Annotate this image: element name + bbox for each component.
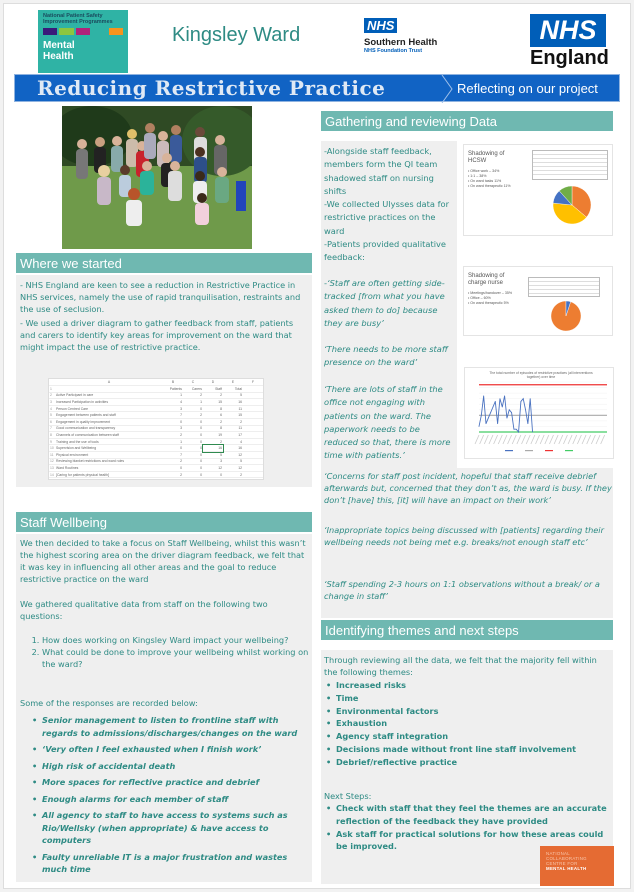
value-cell: 0 (183, 425, 203, 432)
gathering-line: -Alongside staff feedback, members form the QI team shadowed staff on nursing shifts (324, 146, 438, 196)
value-cell: 2 (163, 432, 183, 439)
nhs-england-logo (530, 14, 609, 69)
empty-cell (243, 405, 263, 412)
x-tick-label (554, 435, 558, 444)
value-cell: 0 (203, 471, 223, 478)
episodes-data-point (486, 423, 487, 424)
run-chart-svg (469, 380, 611, 458)
row-label: Physical environment (55, 452, 163, 459)
sheet-row (49, 465, 263, 472)
row-number: 13 (50, 466, 54, 471)
value-cell: 1 (163, 438, 183, 445)
legend-swatch (505, 450, 513, 451)
where-we-started-para1: - NHS England are keen to see a reduction in Restrictive Practice in NHS services, namely the use of rapid tranquilisation, restraints and the use of seclusion. (20, 280, 301, 314)
episodes-data-point (495, 401, 496, 402)
value-cell: 0 (163, 419, 183, 426)
value-cell: 2 (203, 438, 223, 445)
x-tick-label (573, 435, 577, 444)
sheet-header-row (49, 386, 263, 393)
empty-cell (243, 465, 263, 472)
row-number: 10 (50, 446, 54, 451)
row-label: Engagement in quality improvement (55, 419, 163, 426)
empty-cell (243, 445, 263, 452)
x-tick-label (526, 435, 530, 444)
empty-cell (243, 399, 263, 406)
row-label: Person Centred Care (55, 405, 163, 412)
ncc-line2: COLLABORATING (546, 856, 587, 861)
value-cell: 16 (223, 445, 243, 452)
x-tick-label (508, 435, 512, 444)
episodes-data-point (490, 412, 491, 413)
row-label: Reviewing blanket restrictions and ward rules (55, 458, 163, 465)
x-tick-label (596, 435, 600, 444)
row-label: Increased Participation in activities (55, 399, 163, 406)
sheet-row (49, 471, 263, 478)
row-label: [Caring for patients physical health] (55, 471, 163, 478)
gathering-wide-panel (321, 468, 613, 618)
ncc-mental-health-logo (540, 846, 614, 886)
gathering-quote: ‘Inappropriate topics being discussed with [patients] regarding their wellbeing needs not being met e.g. breaks/not enough staff etc’ (324, 525, 604, 547)
column-letter: E (223, 379, 243, 386)
response-item: • More spaces for reflective practice and debrief (30, 776, 310, 789)
header-cell: Patients (163, 386, 183, 393)
value-cell: 2 (203, 419, 223, 426)
themes-list (324, 679, 612, 769)
value-cell: 2 (203, 392, 223, 399)
npsip-mental-health-logo (38, 10, 128, 73)
x-tick-label (512, 435, 516, 444)
color-bar (43, 28, 57, 35)
value-cell: 7 (163, 412, 183, 419)
empty-cell (243, 392, 263, 399)
value-cell: 1 (183, 399, 203, 406)
x-tick-label (489, 435, 493, 444)
x-tick-label (498, 435, 502, 444)
responses-list (30, 714, 310, 876)
empty-cell (243, 419, 263, 426)
southern-name: Southern Health (364, 37, 438, 48)
color-bar (109, 28, 123, 35)
value-cell: 7 (163, 452, 183, 459)
poster (3, 3, 631, 889)
x-tick-label (503, 435, 507, 444)
hcsw-slide-title: Shadowing of HCSW (468, 151, 505, 164)
value-cell: 15 (203, 399, 223, 406)
npsip-line1: National Patient Safety (43, 13, 103, 19)
hcsw-bullets (468, 169, 520, 189)
legend-swatch (545, 450, 553, 451)
value-cell: 2 (163, 471, 183, 478)
x-tick-label (568, 435, 572, 444)
sheet-row (49, 412, 263, 419)
episodes-data-point (530, 398, 531, 399)
row-label: Training and the use of tools (55, 438, 163, 445)
gathering-heading: Gathering and reviewing Data (321, 111, 613, 131)
value-cell: 0 (183, 419, 203, 426)
value-cell: 5 (223, 392, 243, 399)
nurse-slide-title: Shadowing of charge nurse (468, 273, 505, 286)
hcsw-bullet: • 1:1 – 38% (468, 174, 520, 179)
episodes-data-point (520, 401, 521, 402)
value-cell: 0 (163, 465, 183, 472)
value-cell: 11 (223, 405, 243, 412)
theme-item: • Time (324, 692, 612, 705)
npsip-color-bars (43, 28, 123, 35)
wellbeing-para2: We gathered qualitative data from staff on the following two questions: (20, 599, 268, 621)
theme-item: • Environmental factors (324, 705, 612, 718)
x-tick-label (563, 435, 567, 444)
row-number: 7 (49, 425, 55, 432)
value-cell: 5 (203, 452, 223, 459)
legend-swatch (525, 450, 533, 451)
episodes-data-point (479, 426, 480, 427)
sheet-row (49, 392, 263, 399)
title-banner (14, 74, 620, 102)
row-number: 1 (49, 386, 55, 393)
wellbeing-para1: We then decided to take a focus on Staff Wellbeing, whilst this wasn’t the highest scoring area on the driver diagram feedback, we felt that it was key in influencing all other areas and the goal to reduce restrictive practice on the ward (20, 538, 306, 584)
hcsw-bullet: • On ward tasks 11% (468, 179, 520, 184)
sheet-row (49, 445, 263, 452)
team-photo (62, 106, 252, 249)
value-cell: 0 (183, 452, 203, 459)
npsip-mh-line1: Mental (43, 40, 75, 51)
empty-cell (243, 425, 263, 432)
column-letter: D (203, 379, 223, 386)
episodes-data-point (500, 398, 501, 399)
row-number: 9 (49, 438, 55, 445)
row-label: Ward Routines (55, 465, 163, 472)
value-cell: 0 (183, 458, 203, 465)
row-number: 4 (49, 405, 55, 412)
chevron-right-icon (440, 75, 454, 103)
sheet-row (49, 432, 263, 439)
x-tick-label (582, 435, 586, 444)
value-cell: 17 (223, 432, 243, 439)
header-cell: Carers (183, 386, 203, 393)
episodes-data-point (493, 407, 494, 408)
ncc-line1: NATIONAL (546, 851, 571, 856)
x-tick-label (545, 435, 549, 444)
sheet-row (49, 452, 263, 459)
value-cell: 3 (163, 425, 183, 432)
gathering-line: -Patients provided qualitative feedback: (324, 239, 447, 263)
value-cell: 19 (203, 432, 223, 439)
npsip-mh-line2: Health (43, 51, 74, 62)
staff-wellbeing-panel (16, 534, 312, 882)
episodes-data-point (481, 415, 482, 416)
value-cell: 2 (223, 419, 243, 426)
x-tick-label (517, 435, 521, 444)
row-number: 2 (49, 392, 55, 399)
theme-item: • Exhaustion (324, 717, 612, 730)
ncc-line3: CENTRE FOR (546, 861, 578, 866)
x-tick-label (601, 435, 605, 444)
x-tick-label (587, 435, 591, 444)
gathering-quote: ‘There needs to be more staff presence on the ward’ (324, 344, 448, 368)
nurse-bullet: • Meetings/handover – 35% (468, 291, 520, 296)
sheet-row (49, 438, 263, 445)
where-we-started-heading: Where we started (16, 253, 312, 273)
value-cell: 0 (183, 432, 203, 439)
nurse-pie-chart (530, 299, 602, 335)
row-number: 3 (49, 399, 55, 406)
value-cell: 12 (203, 465, 223, 472)
value-cell: 15 (223, 412, 243, 419)
value-cell: 0 (183, 471, 203, 478)
empty-cell (243, 438, 263, 445)
response-item: • High risk of accidental death (30, 760, 310, 773)
poster-title: Reducing Restrictive Practice (37, 76, 386, 100)
episodes-data-point (527, 423, 528, 424)
theme-item: • Debrief/reflective practice (324, 756, 612, 769)
hcsw-shadowing-slide (463, 144, 613, 236)
themes-intro: Through reviewing all the data, we felt that the majority fell within the following themes: (324, 655, 597, 677)
value-cell: 16 (203, 445, 223, 452)
wellbeing-questions (20, 634, 310, 670)
row-label: Good communication and transparency (55, 425, 163, 432)
header-cell: Total (223, 386, 243, 393)
value-cell: 3 (163, 405, 183, 412)
column-letter: C (183, 379, 203, 386)
charge-nurse-shadowing-slide (463, 266, 613, 336)
row-number: 12 (50, 459, 54, 464)
next-step-item: • Ask staff for practical solutions for how these areas could be improved. (324, 828, 612, 854)
x-tick-label (494, 435, 498, 444)
value-cell: 4 (163, 399, 183, 406)
row-number: 11 (50, 452, 54, 457)
episodes-data-point (488, 418, 489, 419)
england-nhs-mark: NHS (530, 14, 606, 47)
driver-diagram-spreadsheet (48, 378, 264, 480)
x-tick-label (591, 435, 595, 444)
gathering-quote: ‘Staff spending 2-3 hours on 1:1 observations without a break/ or a change in staff’ (324, 579, 600, 601)
episodes-data-point (507, 418, 508, 419)
value-cell: 2 (223, 471, 243, 478)
header-cell: Staff (203, 386, 223, 393)
gathering-panel (321, 141, 457, 468)
color-bar (76, 28, 90, 35)
sheet-row (49, 425, 263, 432)
column-letter: A (55, 379, 163, 386)
legend-swatch (565, 450, 573, 451)
theme-item: • Decisions made without front line staff involvement (324, 743, 612, 756)
southern-health-logo (364, 17, 437, 54)
sheet-row (49, 399, 263, 406)
hcsw-bullet: • Office work – 34% (468, 169, 520, 174)
value-cell: 4 (223, 438, 243, 445)
response-item: • ‘Very often I feel exhausted when I finish work’ (30, 743, 310, 756)
column-letter: B (163, 379, 183, 386)
next-steps-label: Next Steps: (324, 791, 372, 801)
sheet-column-letters (49, 379, 263, 386)
empty-cell (243, 471, 263, 478)
response-item: • All agency to staff to have access to systems such as Rio/Wellsky (when appropriate) & have access to computers (30, 809, 310, 847)
themes-heading: Identifying themes and next steps (321, 620, 613, 640)
england-name: England (530, 47, 609, 69)
row-label: Supervision and Wellbeing (55, 445, 163, 452)
episodes-data-point (483, 395, 484, 396)
hcsw-bullet: • On ward therapeutic 11% (468, 184, 520, 189)
color-bar (92, 28, 106, 35)
gathering-intro (324, 145, 456, 265)
value-cell: 0 (183, 405, 203, 412)
value-cell: 12 (223, 465, 243, 472)
episodes-data-point (502, 407, 503, 408)
southern-trust: NHS Foundation Trust (364, 48, 423, 54)
header-cell (55, 386, 163, 393)
row-number: 8 (49, 432, 55, 439)
episodes-data-point (497, 423, 498, 424)
theme-item: • Increased risks (324, 679, 612, 692)
ncc-line4: MENTAL HEALTH (546, 866, 587, 871)
empty-cell (243, 412, 263, 419)
row-number: 6 (49, 419, 55, 426)
poster-subtitle: Reflecting on our project (457, 81, 598, 96)
gathering-quote: ‘There are lots of staff in the office not engaging with patients on the ward. The paperwork needs to be reduced so that, there is more time with patients.’ (324, 384, 451, 461)
question-item: 1. How does working on Kingsley Ward impact your wellbeing? (42, 634, 310, 646)
gathering-quote: ‘Concerns for staff post incident, hopeful that staff receive debrief afterwards but, concerned that they don’t as, the ward is busy. If they don’t [have] this, [it] will have an impact on their work’ (324, 471, 612, 505)
empty-cell (243, 452, 263, 459)
episodes-data-point (523, 398, 524, 399)
hcsw-mini-table (532, 150, 608, 180)
value-cell: 8 (203, 405, 223, 412)
value-cell: 2 (183, 392, 203, 399)
restrictive-practice-run-chart (464, 367, 614, 459)
value-cell: 5 (223, 458, 243, 465)
x-tick-label (531, 435, 535, 444)
run-chart-title: The total number of episodes of restrictive practices (all interventions together) over time (489, 371, 593, 379)
row-number: 5 (49, 412, 55, 419)
x-tick-label (480, 435, 484, 444)
question-item: 2. What could be done to improve your wellbeing whilst working on the ward? (42, 646, 310, 670)
sheet-row (49, 419, 263, 426)
x-tick-label (577, 435, 581, 444)
value-cell: 0 (183, 438, 203, 445)
southern-nhs-mark: NHS (364, 18, 397, 33)
value-cell: 16 (223, 399, 243, 406)
driver-table (49, 379, 263, 478)
episodes-data-point (514, 429, 515, 430)
nurse-mini-table (528, 277, 600, 297)
x-tick-label (522, 435, 526, 444)
value-cell: 11 (223, 425, 243, 432)
x-tick-label (536, 435, 540, 444)
value-cell: 0 (183, 445, 203, 452)
responses-intro: Some of the responses are recorded below: (20, 698, 198, 708)
x-tick-label (540, 435, 544, 444)
episodes-data-point (504, 395, 505, 396)
ward-title: Kingsley Ward (172, 24, 301, 46)
value-cell: 1 (163, 392, 183, 399)
nurse-bullets (468, 291, 520, 306)
episodes-data-point (518, 432, 519, 433)
row-number: 14 (50, 472, 54, 477)
episodes-data-point (509, 409, 510, 410)
staff-wellbeing-heading: Staff Wellbeing (16, 512, 312, 532)
value-cell: 0 (163, 445, 183, 452)
gathering-quote: -‘Staff are often getting side-tracked [from what you have asked them to do] because they are busy’ (324, 278, 445, 328)
nurse-bullet: • Office – 60% (468, 296, 520, 301)
hcsw-pie-chart (534, 183, 610, 235)
where-we-started-para2: - We used a driver diagram to gather feedback from staff, patients and carers to identify key areas for improvement on the ward that might impact the use of restrictive practice. (20, 318, 294, 352)
episodes-data-point (525, 409, 526, 410)
value-cell: 6 (203, 412, 223, 419)
next-step-item: • Check with staff that they feel the themes are an accurate reflection of the feedback they have provided (324, 802, 612, 828)
header-cell (243, 386, 263, 393)
value-cell: 3 (203, 458, 223, 465)
sheet-row (49, 405, 263, 412)
response-item: • Senior management to listen to frontline staff with regards to admissions/discharges/changes on the ward (30, 714, 310, 739)
empty-cell (243, 458, 263, 465)
column-letter: F (243, 379, 263, 386)
row-label: Active Participant in care (55, 392, 163, 399)
row-label: Engagement between patients and staff (55, 412, 163, 419)
response-item: • Enough alarms for each member of staff (30, 793, 310, 806)
npsip-line2: Improvement Programmes (43, 19, 113, 25)
value-cell: 2 (163, 458, 183, 465)
team-photo-image (62, 106, 252, 249)
response-item: • Faulty unreliable IT is a major frustration and wastes much time (30, 851, 310, 876)
x-tick-label (484, 435, 488, 444)
episodes-data-point (532, 432, 533, 433)
gathering-line: -We collected Ulysses data for restrictive practices on the ward (324, 199, 450, 236)
x-tick-label (475, 435, 479, 444)
color-bar (59, 28, 73, 35)
theme-item: • Agency staff integration (324, 730, 612, 743)
sheet-row (49, 458, 263, 465)
row-label: Channels of communication between staff (55, 432, 163, 439)
x-tick-label (559, 435, 563, 444)
value-cell: 0 (183, 465, 203, 472)
x-tick-label (549, 435, 553, 444)
episodes-data-point (516, 429, 517, 430)
value-cell: 2 (183, 412, 203, 419)
nurse-bullet: • On ward therapeutic 5% (468, 301, 520, 306)
value-cell: 8 (203, 425, 223, 432)
episodes-data-point (511, 412, 512, 413)
value-cell: 12 (223, 452, 243, 459)
empty-cell (243, 432, 263, 439)
